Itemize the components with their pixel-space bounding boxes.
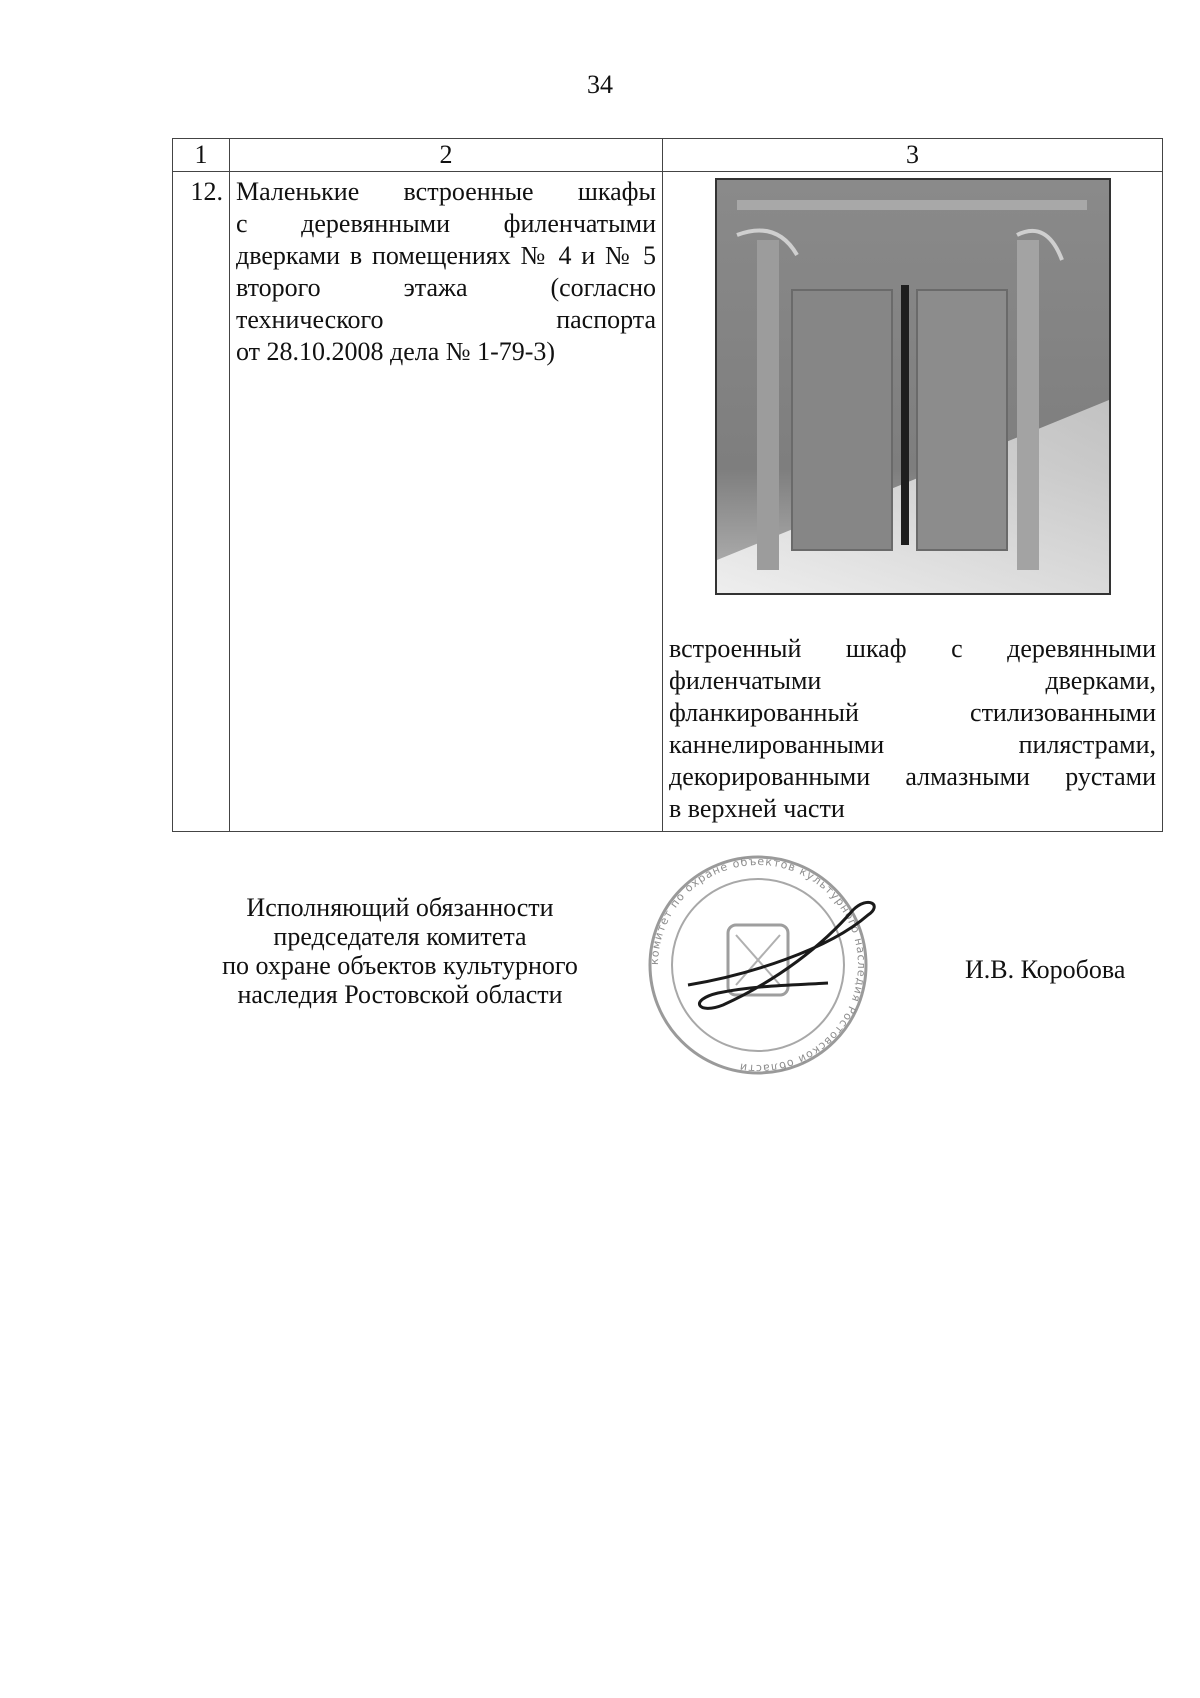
caption-line: встроенный шкаф с деревянными xyxy=(669,634,1156,663)
header-cell-2: 2 xyxy=(230,139,663,172)
signature-scribble xyxy=(688,902,874,1008)
description-line: от 28.10.2008 дела № 1-79-3) xyxy=(236,337,556,366)
signatory-title-line: Исполняющий обязанности xyxy=(246,893,554,922)
signatory-title-line: по охране объектов культурного xyxy=(222,951,578,980)
photo-cell xyxy=(663,172,1163,832)
caption-line: каннелированными пилястрами, xyxy=(669,730,1156,759)
header-cell-1: 1 xyxy=(173,139,230,172)
svg-text:комитет по охране объектов кул: комитет по охране объектов культурного наследия Ростовской области xyxy=(647,855,869,1075)
objects-table xyxy=(172,138,1163,832)
caption-line: в верхней части xyxy=(669,794,845,823)
signatory-title-line: председателя комитета xyxy=(273,922,527,951)
cabinet-photo xyxy=(715,178,1111,595)
description-line: второго этажа (согласно xyxy=(236,273,656,302)
caption-line: фланкированный стилизованными xyxy=(669,698,1156,727)
object-description xyxy=(230,172,663,832)
row-number: 12. xyxy=(173,172,230,832)
table-row xyxy=(173,172,1163,832)
description-line: дверками в помещениях № 4 и № 5 xyxy=(236,241,656,270)
description-line: с деревянными филенчатыми xyxy=(236,209,656,238)
page-number: 34 xyxy=(587,70,613,99)
table-header-row xyxy=(173,139,1163,172)
signatory-title xyxy=(190,893,610,1009)
description-line: технического паспорта xyxy=(236,305,656,334)
official-seal xyxy=(628,855,888,1075)
header-cell-3: 3 xyxy=(663,139,1163,172)
signatory-title-line: наследия Ростовской области xyxy=(237,980,563,1009)
description-line: Маленькие встроенные шкафы xyxy=(236,177,656,206)
caption-line: филенчатыми дверками, xyxy=(669,666,1156,695)
signatory-name: И.В. Коробова xyxy=(965,955,1126,984)
caption-line: декорированными алмазными рустами xyxy=(669,762,1156,791)
photo-caption xyxy=(669,633,1156,825)
